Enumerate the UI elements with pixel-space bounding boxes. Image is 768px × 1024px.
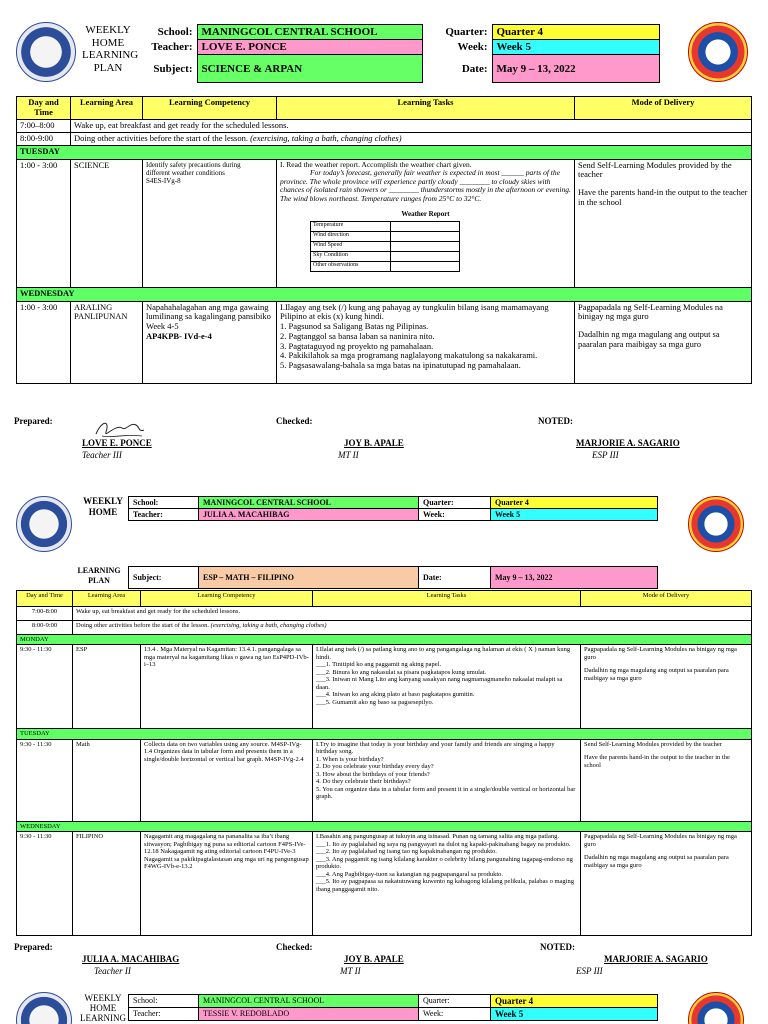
routine-task-text: Doing other activities before the start of the lesson. (74, 132, 248, 143)
quarter-label: Quarter: (445, 25, 488, 38)
date-label: Date: (419, 567, 491, 589)
task-item: ___1. Ito ay paglalahad ng saya ng pangyayari na dulot ng kapaki-pakinabang bagay na produkto. (316, 840, 571, 848)
session-time: 1:00 - 3:00 (17, 159, 71, 287)
task-intro: I.Try to imagine that today is your birthday and your family and friends are singing a happy birthday song. (316, 740, 555, 756)
title-line: LEARNING (77, 566, 121, 575)
week-value: Week 5 (492, 40, 660, 55)
col-day-time: Day and Time (17, 591, 73, 607)
col-competency: Learning Competency (141, 591, 313, 607)
weather-row-blank[interactable] (391, 221, 460, 231)
checked-name: JOY B. APALE (344, 954, 404, 964)
school-seal-icon (688, 496, 744, 552)
task-item: 2. Pagtanggol sa bansa laban sa naninira nito. (280, 330, 435, 341)
day-header-tuesday: TUESDAY (17, 145, 752, 159)
routine-task (71, 132, 752, 145)
plan2-title (78, 496, 128, 518)
area-line: PANLIPUNAN (74, 311, 128, 322)
delivery-text: Dadalhin ng mga magulang ang output sa paaralan para maibigay sa mga guro (584, 854, 729, 869)
routine-task-note: (exercising, taking a bath, changing clothes) (250, 132, 402, 143)
noted-name: MARJORIE A. SAGARIO (604, 954, 708, 964)
noted-label: NOTED: (540, 942, 576, 952)
col-delivery: Mode of Delivery (575, 97, 752, 120)
routine-time: 8:00-9:00 (17, 132, 71, 145)
task-item: ___2. Binura ko ang nakasulat sa pisara pagkatapos kung umulat. (316, 668, 487, 676)
weather-row-label: Sky Condition (311, 251, 391, 261)
task-item: ___4. Iniwan ko ang aking plato at baso pagkatapos gumitin. (316, 691, 475, 699)
noted-name: MARJORIE A. SAGARIO (576, 438, 680, 448)
task-item: 5. You can organize data in a tabular form and present it in a single/double vertical or horizontal bar graph. (316, 785, 576, 801)
weather-row-blank[interactable] (391, 261, 460, 271)
title-line: WEEKLY (84, 993, 122, 1003)
session-time: 9:30 - 11:30 (17, 645, 73, 729)
task-body: For today’s forecast, generally fair weather is expected in most ______ parts of the province. The whole province will experience partly cloudy ________ to cloudy skies with chances of isolated rain showers or ________ thunderstorms mostly in the afternoon or evening. The wind blows northeast. Temperature ranges from 25°C to 32°C. (280, 168, 571, 204)
deped-seal-icon (16, 22, 76, 82)
school-label: School: (157, 25, 193, 38)
learning-tasks (313, 645, 581, 729)
school-seal-icon (688, 22, 748, 82)
routine-task (73, 621, 752, 635)
prepared-role: Teacher II (94, 966, 131, 976)
routine-time: 8:00-9:00 (17, 621, 73, 635)
title-line: PLAN (93, 61, 123, 74)
session-time: 9:30 - 11:30 (17, 739, 73, 821)
teacher-label: Teacher: (129, 1008, 199, 1021)
routine-time: 7:00–8:00 (17, 119, 71, 132)
title-line: HOME (91, 36, 125, 49)
school-seal-icon (688, 992, 744, 1024)
learning-area: ESP (73, 645, 141, 729)
subject-value: ESP – MATH – FILIPINO (199, 567, 419, 589)
teacher-value: JULIA A. MACAHIBAG (199, 509, 419, 521)
learning-competency (143, 159, 277, 287)
delivery-text: Pagpapadala ng Self-Learning Modules na binigay ng mga guro (584, 646, 737, 661)
teacher-label: Teacher: (151, 40, 193, 53)
task-item: 5. Pagsasawalang-bahala sa mga batas na ipinatutupad ng pamahalaan. (280, 360, 521, 371)
week-label: Week: (419, 1008, 491, 1021)
learning-area: SCIENCE (71, 159, 143, 287)
competency-line: S4ES-IVg-8 (146, 176, 181, 185)
teacher-value: LOVE E. PONCE (197, 40, 422, 55)
col-learning-area: Learning Area (71, 97, 143, 120)
task-item: ___4. Ang Pagbibigay-tuon sa katangian ng pagpapangaral sa produkto. (316, 870, 504, 878)
school-value: MANINGCOL CENTRAL SCHOOL (199, 995, 419, 1008)
task-item: ___1. Tinitipid ko ang paggamit ng aking papel. (316, 661, 442, 669)
date-label: Date: (461, 62, 488, 75)
teacher-value: TESSIE V. REDOBLADO (199, 1008, 419, 1021)
task-item: ___3. Iniwan ni Mang Lito ang kanyang sasakyan nang nagmamagmaneho nakaalat malapit sa daan. (316, 676, 563, 691)
mode-of-delivery (575, 159, 752, 287)
competency-text: Napahahalagahan ang mga gawaing lumilinang sa kagalingang pansibiko Week 4-5 (146, 301, 271, 332)
subject-value: SCIENCE & ARPAN (197, 55, 422, 83)
day-header-monday: MONDAY (17, 635, 752, 645)
mode-of-delivery (581, 739, 752, 821)
learning-tasks (313, 739, 581, 821)
delivery-text: Have the parents hand-in the output to the teacher in the school (584, 754, 730, 769)
school-label: School: (129, 995, 199, 1008)
task-item: 3. How about the birthdays of your friends? (316, 770, 430, 778)
plan3-header-table (128, 994, 658, 1021)
delivery-text: Dadalhin ng mga magulang ang output sa paaralan para maibigay sa mga guro (578, 329, 720, 349)
weather-row-blank[interactable] (391, 241, 460, 251)
day-header-wednesday: WEDNESDAY (17, 821, 752, 831)
checked-role: MT II (340, 966, 361, 976)
weather-row-blank[interactable] (391, 251, 460, 261)
weather-row-label: Other observations (311, 261, 391, 271)
noted-role: ESP III (576, 966, 603, 976)
weather-row-label: Wind direction (311, 231, 391, 241)
delivery-text: Send Self-Learning Modules provided by the teacher (578, 159, 732, 180)
task-intro: I.Basahin ang pangungusap at tukuyin ang isinasad. Punan ng tamang salita ang mga patlang. (316, 833, 559, 841)
session-time: 9:30 - 11:30 (17, 832, 73, 936)
task-item: 4. Do they celebrate their birthdays? (316, 778, 411, 786)
date-value: May 9 – 13, 2022 (491, 567, 658, 589)
routine-task-note: (exercising, taking a bath, changing clothes) (210, 622, 327, 629)
routine-task: Wake up, eat breakfast and get ready for the scheduled lessons. (71, 119, 752, 132)
school-label: School: (129, 497, 199, 509)
deped-seal-icon (16, 992, 72, 1024)
task-item: 4. Pakikilahok sa mga programang naglalayong makatulong sa nakakarami. (280, 350, 538, 361)
school-value: MANINGCOL CENTRAL SCHOOL (199, 497, 419, 509)
weather-report-title: Weather Report (401, 209, 450, 218)
plan2-header-table (128, 496, 658, 521)
task-item: 2. Do you celebrate your birthday every day? (316, 763, 434, 771)
task-intro: I. Read the weather report. Accomplish the weather chart given. (280, 159, 472, 169)
quarter-value: Quarter 4 (492, 25, 660, 40)
subject-label: Subject: (129, 567, 199, 589)
subject-label: Subject: (153, 62, 193, 75)
prepared-label: Prepared: (14, 942, 53, 952)
competency-code: AP4KPB- IVd-e-4 (146, 330, 212, 341)
learning-tasks (313, 832, 581, 936)
quarter-label: Quarter: (419, 497, 491, 509)
task-item: 1. When is your birthday? (316, 755, 384, 763)
teacher-label: Teacher: (129, 509, 199, 521)
routine-task-text: Doing other activities before the start of the lesson. (76, 622, 210, 629)
delivery-text: Send Self-Learning Modules provided by the teacher (584, 740, 722, 748)
learning-area: FILIPINO (73, 832, 141, 936)
col-tasks: Learning Tasks (277, 97, 575, 120)
learning-tasks (277, 159, 575, 287)
week-label: Week: (457, 40, 488, 53)
quarter-label: Quarter: (419, 995, 491, 1008)
task-item: ___3. Ang paggamit ng isang kilalang karakter o celebrity bilang pangunahing tagapag-endorso ng produkto. (316, 855, 573, 871)
checked-role: MT II (338, 450, 359, 460)
learning-competency: Nagagamit ang magagalang na pananalita sa iba’t ibang sitwasyon; Pagbibigay ng puna sa editorial cartoon F4PS-IVe-12.18 Nakagagamit ng ating editorial cartoon F4PU-IVe-3 Nagagamit sa pakikipagtalastasan ang mga uri ng pangungusap F4WG-IVb-e-13.2 (141, 832, 313, 936)
routine-task: Wake up, eat breakfast and get ready for the scheduled lessons. (73, 607, 752, 621)
delivery-text: Dadalhin ng mga magulang ang output sa paaralan para maibigay sa mga guro (584, 667, 729, 682)
task-item: 1. Pagsunod sa Saligang Batas ng Pilipinas. (280, 321, 429, 332)
col-tasks: Learning Tasks (313, 591, 581, 607)
learning-tasks (277, 301, 575, 383)
checked-label: Checked: (276, 416, 313, 426)
prepared-name: JULIA A. MACAHIBAG (82, 954, 180, 964)
plan2-title-continued (72, 566, 126, 586)
delivery-text: Have the parents hand-in the output to the teacher in the school (578, 187, 748, 207)
task-item: 3. Pagtataguyod ng proyekto ng pamahalaan. (280, 340, 434, 351)
school-value: MANINGCOL CENTRAL SCHOOL (197, 25, 422, 40)
session-time: 1:00 - 3:00 (17, 301, 71, 383)
title-line: HOME (89, 1003, 117, 1013)
plan1-schedule-table (16, 96, 752, 384)
date-value: May 9 – 13, 2022 (492, 55, 660, 83)
day-header-wednesday: WEDNESDAY (17, 287, 752, 301)
plan2-subject-table (128, 566, 658, 589)
plan3-title (78, 993, 128, 1023)
title-line: WEEKLY (83, 496, 123, 506)
noted-role: ESP III (592, 450, 619, 460)
mode-of-delivery (581, 832, 752, 936)
quarter-value: Quarter 4 (491, 995, 658, 1008)
delivery-text: Pagpapadala ng Self-Learning Modules na binigay ng mga guro (578, 301, 723, 322)
area-line: ARALING (74, 301, 113, 312)
competency-line: different weather conditions (146, 168, 225, 177)
weather-row-label: Wind Speed (311, 241, 391, 251)
checked-name: JOY B. APALE (344, 438, 404, 448)
title-line: LEARNING (80, 1013, 126, 1023)
prepared-name: LOVE E. PONCE (82, 438, 152, 448)
delivery-text: Pagpapadala ng Self-Learning Modules na binigay ng mga guro (584, 833, 737, 848)
plan2-schedule-table (16, 590, 752, 936)
learning-competency: Collects data on two variables using any source. M4SP-IVg-1.4 Organizes data in tabular form and presents them in a single/double horizontal or vertical bar graph. M4SP-IVg-2.4 (141, 739, 313, 821)
competency-line: Identify safety precautions during (146, 160, 241, 169)
learning-competency (143, 301, 277, 383)
deped-seal-icon (16, 496, 72, 552)
quarter-value: Quarter 4 (491, 497, 658, 509)
title-line: LEARNING (82, 49, 139, 61)
title-line: HOME (88, 507, 118, 517)
learning-competency: 13.4 . Mga Materyal na Kagamitan: 13.4.1. pangangalaga sa mga materyal na kagamitang likas o gawa ng tao EsP4PD-IVb-i–13 (141, 645, 313, 729)
week-label: Week: (419, 509, 491, 521)
col-day-time: Day and Time (17, 97, 71, 120)
mode-of-delivery (575, 301, 752, 383)
task-intro: I.Ilalat ang tsek (/) sa patlang kung ano to ang pangangalaga ng halaman at ekis ( X ) naman kung hindi. (316, 646, 571, 661)
plan1-header-table (135, 24, 660, 83)
task-item: ___2. Ito ay paglalahad ng isang tao ng kapakinabangan ng produkto. (316, 848, 497, 856)
task-intro: I.Ilagay ang tsek (/) kung ang pahayag ay tungkulin bilang isang mamamayang Pilipino at ekis (x) kung hindi. (280, 301, 549, 322)
col-delivery: Mode of Delivery (581, 591, 752, 607)
weather-report-table (310, 221, 460, 272)
week-value: Week 5 (491, 509, 658, 521)
noted-label: NOTED: (538, 416, 574, 426)
col-competency: Learning Competency (143, 97, 277, 120)
routine-time: 7:00-8:00 (17, 607, 73, 621)
col-learning-area: Learning Area (73, 591, 141, 607)
learning-area: Math (73, 739, 141, 821)
task-item: ___5. Ito ay pagpapasa sa nakatutuwang kuwento ng kabagong kilalang pelikula, palabas o maging ibang panggagamit nito. (316, 878, 574, 893)
title-line: PLAN (88, 576, 110, 585)
prepared-label: Prepared: (14, 416, 53, 426)
task-item: ___5. Gumamit ako ng baso sa pagsesepilyo. (316, 698, 434, 706)
mode-of-delivery (581, 645, 752, 729)
weather-row-blank[interactable] (391, 231, 460, 241)
prepared-role: Teacher III (82, 450, 122, 460)
weather-row-label: Temperature (311, 221, 391, 231)
title-line: WEEKLY (85, 24, 131, 36)
learning-area (71, 301, 143, 383)
day-header-tuesday: TUESDAY (17, 729, 752, 739)
plan1-title (82, 24, 139, 74)
checked-label: Checked: (276, 942, 313, 952)
week-value: Week 5 (491, 1008, 658, 1021)
